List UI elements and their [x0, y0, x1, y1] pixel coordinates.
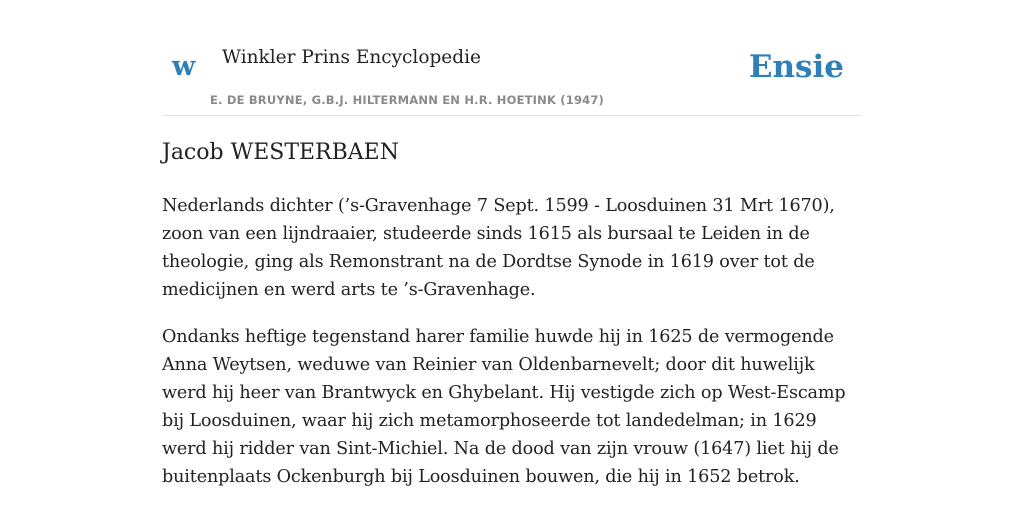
source-authors: E. DE BRUYNE, G.B.J. HILTERMANN EN H.R. HOETINK (1947)	[210, 93, 605, 107]
source-header	[162, 40, 862, 116]
article-paragraph: Ondanks heftige tegenstand harer familie huwde hij in 1625 de vermogende Anna Weytsen, weduwe van Reinier van Oldenbarnevelt; door dit huwelijk werd hij heer van Brantwyck en Ghybelant. Hij vestigde zich op West-Escamp bij Loosduinen, waar hij zich metamorphoseerde tot landedelman; in 1629 werd hij ridder van Sint-Michiel. Na de dood van zijn vrouw (1647) liet hij de buitenplaats Ockenburgh bij Loosduinen bouwen, die hij in 1652 betrok.	[162, 327, 846, 487]
article-body	[162, 192, 862, 510]
source-title[interactable]: Winkler Prins Encyclopedie	[222, 47, 481, 68]
article-title: Jacob WESTERBAEN	[162, 140, 399, 165]
source-logo[interactable]: w	[172, 51, 196, 82]
brand-logo[interactable]: Ensie	[748, 49, 844, 85]
article-paragraph: Nederlands dichter (’s-Gravenhage 7 Sept. 1599 - Loosduinen 31 Mrt 1670), zoon van een lijndraaier, studeerde sinds 1615 als bursaal te Leiden in de theologie, ging als Remonstrant na de Dordtse Synode in 1619 over tot de medicijnen en werd arts te ’s-Gravenhage.	[162, 196, 835, 300]
